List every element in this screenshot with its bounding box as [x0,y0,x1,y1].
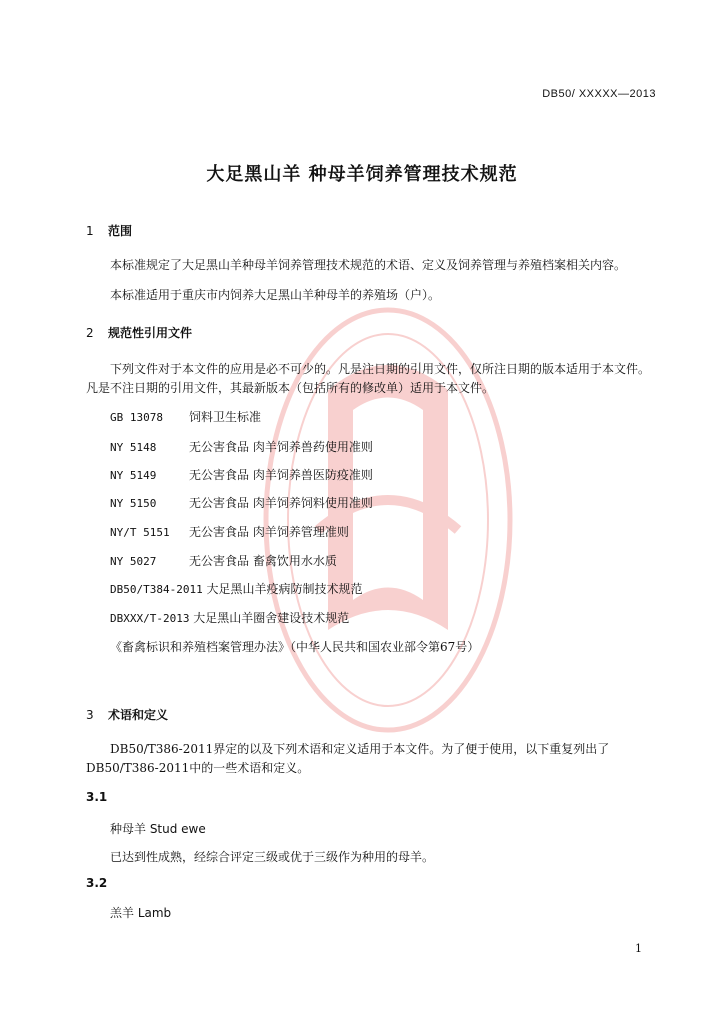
reference-item [110,408,261,425]
reference-title: 大足黑山羊圈舍建设技术规范 [189,611,350,625]
reference-item [110,609,349,626]
reference-title: 饲料卫生标准 [189,410,262,424]
reference-code: GB 13078 [110,411,163,424]
reference-item [110,580,363,597]
term-name: 种母羊 Stud ewe [110,822,206,836]
term-definition: 已达到性成熟，经综合评定三级或优于三级作为种用的母羊。 [110,850,435,864]
scope-paragraph-1: 本标准规定了大足黑山羊种母羊饲养管理技术规范的术语、定义及饲养管理与养殖档案相关内容。 [110,258,627,272]
standard-code: DB50/ XXXXX—2013 [542,88,656,100]
document-title: 大足黑山羊 种母羊饲养管理技术规范 [206,164,518,185]
clause-number: 3.2 [86,876,108,890]
reference-title: 无公害食品 肉羊饲养兽药使用准则 [189,440,373,454]
reference-code: DB50/T384-2011 [110,583,203,596]
page-number: 1 [635,942,642,955]
section-2-heading [86,324,192,341]
reference-code: NY 5150 [110,497,157,510]
reference-code: NY/T 5151 [110,526,170,539]
reference-title: 无公害食品 肉羊饲养饲料使用准则 [189,496,373,510]
section-number: 3 [86,708,94,722]
section-title: 术语和定义 [108,708,169,722]
section-number: 2 [86,326,94,340]
terms-intro: DB50/T386-2011界定的以及下列术语和定义适用于本文件。为了便于使用，以下重复列出了DB50/T386-2011中的一些术语和定义。 [86,742,610,775]
section-title: 规范性引用文件 [108,326,193,340]
normative-references-intro: 下列文件对于本文件的应用是必不可少的。凡是注日期的引用文件，仅所注日期的版本适用于本文件。凡是不注日期的引用文件，其最新版本（包括所有的修改单）适用于本文件。 [86,362,651,395]
scope-paragraph-2: 本标准适用于重庆市内饲养大足黑山羊种母羊的养殖场（户）。 [110,288,441,302]
term-name: 羔羊 Lamb [110,906,172,920]
reference-code: DBXXX/T-2013 [110,612,190,625]
reference-item [110,523,349,540]
reference-code: NY 5027 [110,555,157,568]
section-3-heading [86,706,168,723]
reference-title: 无公害食品 肉羊饲养兽医防疫准则 [189,468,373,482]
reference-title: 无公害食品 畜禽饮用水水质 [189,554,337,568]
reference-code: NY 5148 [110,441,157,454]
reference-item [110,494,373,511]
clause-number: 3.1 [86,790,108,804]
reference-title: 大足黑山羊疫病防制技术规范 [202,582,363,596]
section-1-heading [86,222,132,239]
section-number: 1 [86,224,94,238]
reference-item [110,552,337,569]
reference-item [110,438,373,455]
regulation-reference: 《畜禽标识和养殖档案管理办法》（中华人民共和国农业部令第67号） [110,640,480,654]
reference-code: NY 5149 [110,469,157,482]
reference-item [110,466,373,483]
reference-title: 无公害食品 肉羊饲养管理准则 [189,525,349,539]
section-title: 范围 [108,224,133,238]
